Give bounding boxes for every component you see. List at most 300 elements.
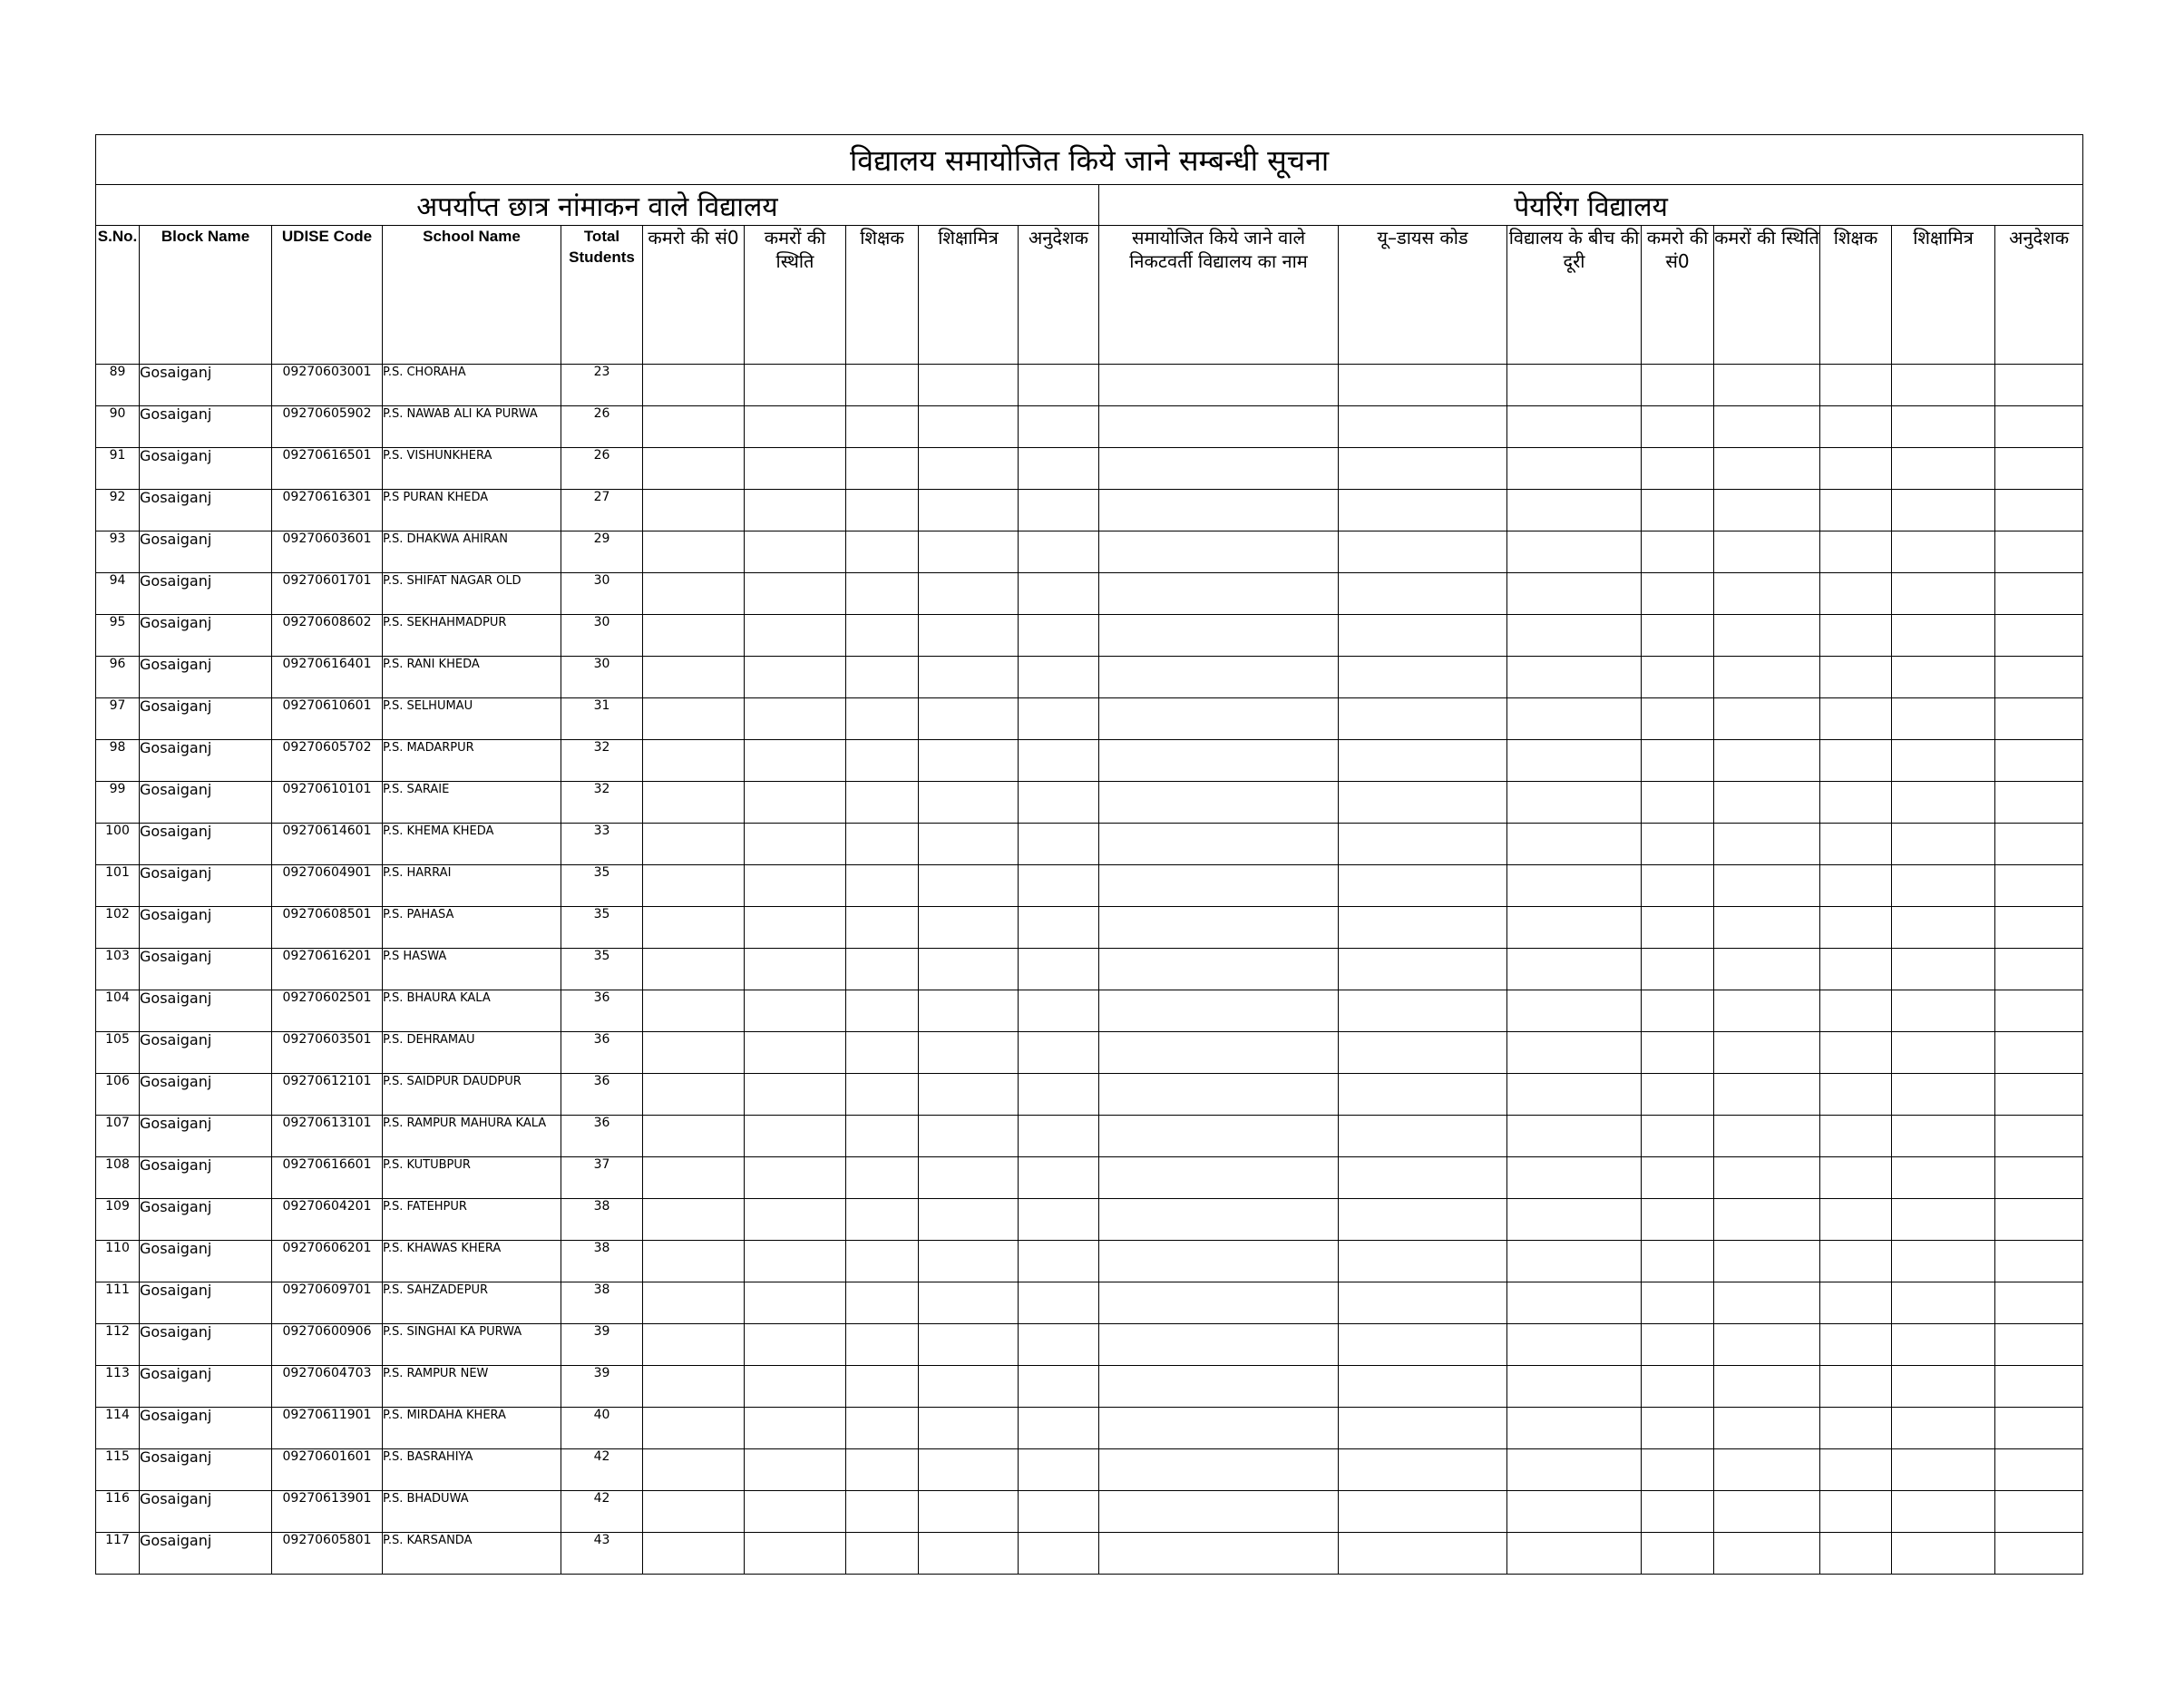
empty-cell [919,657,1019,698]
row-school-name: P.S. DHAKWA AHIRAN [383,531,561,573]
row-school-name: P.S. MADARPUR [383,740,561,782]
empty-cell [1995,615,2083,657]
table-row [96,1324,2083,1366]
empty-cell [1642,824,1714,865]
row-school-name: P.S PURAN KHEDA [383,490,561,531]
empty-cell [1820,1074,1892,1116]
row-school-name: P.S HASWA [383,949,561,990]
row-school-name: P.S. CHORAHA [383,365,561,406]
empty-cell [643,1032,745,1074]
empty-cell [1642,740,1714,782]
empty-cell [919,615,1019,657]
empty-cell [1820,1408,1892,1449]
row-total-students: 38 [561,1282,643,1324]
row-total-students: 35 [561,907,643,949]
row-school-name: P.S. SARAIE [383,782,561,824]
empty-cell [1642,1324,1714,1366]
row-total-students: 29 [561,531,643,573]
section-low-enrollment-schools: अपर्याप्त छात्र नांमाकन वाले विद्यालय [96,185,1099,226]
empty-cell [745,1032,846,1074]
empty-cell [1019,531,1099,573]
empty-cell [1019,1449,1099,1491]
row-udise-code: 09270616401 [272,657,383,698]
empty-cell [846,1533,919,1575]
table-row [96,1032,2083,1074]
table-row [96,365,2083,406]
table-row [96,657,2083,698]
empty-cell [1099,698,1339,740]
row-school-name: P.S. RANI KHEDA [383,657,561,698]
empty-cell [1099,1366,1339,1408]
row-block-name: Gosaiganj [140,490,272,531]
row-udise-code: 09270603001 [272,365,383,406]
empty-cell [919,990,1019,1032]
empty-cell [745,698,846,740]
table-row [96,949,2083,990]
empty-cell [1995,949,2083,990]
empty-cell [1019,1282,1099,1324]
empty-cell [1339,490,1507,531]
empty-cell [1507,406,1642,448]
empty-cell [846,1032,919,1074]
empty-cell [846,1074,919,1116]
empty-cell [643,657,745,698]
empty-cell [1507,1282,1642,1324]
empty-cell [1099,657,1339,698]
empty-cell [919,490,1019,531]
empty-cell [1099,490,1339,531]
empty-cell [846,1241,919,1282]
empty-cell [1820,448,1892,490]
row-school-name: P.S. SEKHAHMADPUR [383,615,561,657]
row-udise-code: 09270604703 [272,1366,383,1408]
empty-cell [1820,949,1892,990]
empty-cell [1507,990,1642,1032]
empty-cell [1714,1074,1820,1116]
empty-cell [1995,1408,2083,1449]
empty-cell [1507,657,1642,698]
empty-cell [1099,1449,1339,1491]
table-row [96,1199,2083,1241]
empty-cell [846,657,919,698]
row-total-students: 36 [561,1074,643,1116]
row-block-name: Gosaiganj [140,1282,272,1324]
empty-cell [1714,1533,1820,1575]
empty-cell [643,865,745,907]
empty-cell [1019,824,1099,865]
header-pair-rooms-count: कमरो की सं0 [1642,226,1714,365]
empty-cell [643,406,745,448]
row-udise-code: 09270609701 [272,1282,383,1324]
empty-cell [1892,448,1995,490]
empty-cell [1642,865,1714,907]
row-total-students: 26 [561,448,643,490]
row-block-name: Gosaiganj [140,1157,272,1199]
empty-cell [1714,1366,1820,1408]
empty-cell [846,1157,919,1199]
empty-cell [846,740,919,782]
empty-cell [846,406,919,448]
empty-cell [1507,782,1642,824]
row-udise-code: 09270613101 [272,1116,383,1157]
empty-cell [919,1408,1019,1449]
row-sno: 116 [96,1491,140,1533]
empty-cell [1714,1157,1820,1199]
table-row [96,1241,2083,1282]
empty-cell [1019,1491,1099,1533]
empty-cell [643,1491,745,1533]
row-block-name: Gosaiganj [140,907,272,949]
row-udise-code: 09270601601 [272,1449,383,1491]
empty-cell [1995,1157,2083,1199]
empty-cell [1339,865,1507,907]
empty-cell [1995,1491,2083,1533]
empty-cell [1995,1533,2083,1575]
empty-cell [1820,657,1892,698]
empty-cell [1099,365,1339,406]
empty-cell [1099,1032,1339,1074]
empty-cell [1995,782,2083,824]
empty-cell [1339,1282,1507,1324]
empty-cell [919,865,1019,907]
table-row [96,990,2083,1032]
empty-cell [643,531,745,573]
empty-cell [1820,1199,1892,1241]
empty-cell [1339,740,1507,782]
empty-cell [1892,573,1995,615]
row-total-students: 40 [561,1408,643,1449]
empty-cell [643,1449,745,1491]
empty-cell [1339,448,1507,490]
header-sno: S.No. [96,226,140,365]
header-block-name: Block Name [140,226,272,365]
empty-cell [1642,1157,1714,1199]
school-merge-table [95,134,2083,1575]
empty-cell [745,824,846,865]
empty-cell [1995,1199,2083,1241]
empty-cell [1820,865,1892,907]
empty-cell [1892,1032,1995,1074]
empty-cell [1892,1074,1995,1116]
row-school-name: P.S. MIRDAHA KHERA [383,1408,561,1449]
empty-cell [1099,573,1339,615]
row-school-name: P.S. KHEMA KHEDA [383,824,561,865]
row-total-students: 39 [561,1366,643,1408]
row-block-name: Gosaiganj [140,824,272,865]
empty-cell [1995,365,2083,406]
empty-cell [846,1449,919,1491]
empty-cell [1820,1366,1892,1408]
table-row [96,1366,2083,1408]
empty-cell [1339,824,1507,865]
header-instructor: अनुदेशक [1019,226,1099,365]
empty-cell [1820,1241,1892,1282]
header-pair-udise-code: यू–डायस कोड [1339,226,1507,365]
row-total-students: 42 [561,1491,643,1533]
empty-cell [919,949,1019,990]
empty-cell [1892,1408,1995,1449]
empty-cell [1642,448,1714,490]
empty-cell [1642,1116,1714,1157]
header-school-name: School Name [383,226,561,365]
empty-cell [1714,782,1820,824]
empty-cell [1820,615,1892,657]
empty-cell [1339,573,1507,615]
row-udise-code: 09270616301 [272,490,383,531]
empty-cell [1019,865,1099,907]
empty-cell [1099,406,1339,448]
empty-cell [643,448,745,490]
empty-cell [1507,1491,1642,1533]
empty-cell [1714,1449,1820,1491]
row-block-name: Gosaiganj [140,1032,272,1074]
empty-cell [1714,740,1820,782]
empty-cell [1099,1199,1339,1241]
empty-cell [745,1241,846,1282]
row-sno: 99 [96,782,140,824]
row-total-students: 37 [561,1157,643,1199]
empty-cell [1714,865,1820,907]
row-school-name: P.S. BASRAHIYA [383,1449,561,1491]
table-row [96,490,2083,531]
empty-cell [643,698,745,740]
empty-cell [1507,1116,1642,1157]
header-udise-code: UDISE Code [272,226,383,365]
row-block-name: Gosaiganj [140,740,272,782]
row-sno: 106 [96,1074,140,1116]
empty-cell [745,1157,846,1199]
empty-cell [1995,657,2083,698]
row-udise-code: 09270605801 [272,1533,383,1575]
empty-cell [1820,1449,1892,1491]
row-udise-code: 09270610601 [272,698,383,740]
table-row [96,1449,2083,1491]
table-row [96,406,2083,448]
row-block-name: Gosaiganj [140,1408,272,1449]
empty-cell [1892,365,1995,406]
header-teacher: शिक्षक [846,226,919,365]
empty-cell [1892,1282,1995,1324]
empty-cell [643,824,745,865]
empty-cell [1339,990,1507,1032]
empty-cell [643,1324,745,1366]
empty-cell [1892,1324,1995,1366]
table-row [96,1533,2083,1575]
row-block-name: Gosaiganj [140,1199,272,1241]
row-school-name: P.S. NAWAB ALI KA PURWA [383,406,561,448]
row-total-students: 36 [561,1116,643,1157]
row-block-name: Gosaiganj [140,1324,272,1366]
row-block-name: Gosaiganj [140,615,272,657]
row-sno: 117 [96,1533,140,1575]
empty-cell [1507,1032,1642,1074]
empty-cell [745,615,846,657]
table-row [96,1491,2083,1533]
empty-cell [1507,740,1642,782]
empty-cell [1995,740,2083,782]
empty-cell [1820,1491,1892,1533]
empty-cell [846,1324,919,1366]
empty-cell [745,1408,846,1449]
empty-cell [1995,990,2083,1032]
empty-cell [1995,1241,2083,1282]
row-school-name: P.S. BHAURA KALA [383,990,561,1032]
empty-cell [1642,698,1714,740]
empty-cell [1099,1116,1339,1157]
row-udise-code: 09270604901 [272,865,383,907]
empty-cell [1019,1157,1099,1199]
empty-cell [1339,531,1507,573]
table-row [96,782,2083,824]
header-rooms-count: कमरो की सं0 [643,226,745,365]
empty-cell [1507,1449,1642,1491]
empty-cell [1507,698,1642,740]
empty-cell [1714,406,1820,448]
empty-cell [745,782,846,824]
empty-cell [1099,782,1339,824]
row-block-name: Gosaiganj [140,448,272,490]
row-school-name: P.S. SELHUMAU [383,698,561,740]
document-title: विद्यालय समायोजित किये जाने सम्बन्धी सूचना [96,135,2083,185]
empty-cell [1507,824,1642,865]
empty-cell [1339,1366,1507,1408]
row-sno: 102 [96,907,140,949]
empty-cell [1995,907,2083,949]
row-total-students: 38 [561,1241,643,1282]
empty-cell [846,949,919,990]
empty-cell [1019,698,1099,740]
row-block-name: Gosaiganj [140,698,272,740]
empty-cell [1892,490,1995,531]
empty-cell [919,1074,1019,1116]
empty-cell [1339,949,1507,990]
empty-cell [1642,990,1714,1032]
row-block-name: Gosaiganj [140,949,272,990]
table-row [96,573,2083,615]
empty-cell [643,490,745,531]
row-sno: 104 [96,990,140,1032]
empty-cell [919,698,1019,740]
row-udise-code: 09270616501 [272,448,383,490]
empty-cell [643,782,745,824]
empty-cell [1714,1491,1820,1533]
empty-cell [1820,990,1892,1032]
empty-cell [919,365,1019,406]
empty-cell [643,949,745,990]
empty-cell [1099,824,1339,865]
empty-cell [1339,365,1507,406]
empty-cell [1995,406,2083,448]
row-total-students: 23 [561,365,643,406]
empty-cell [1099,1491,1339,1533]
empty-cell [1714,1199,1820,1241]
empty-cell [1019,573,1099,615]
empty-cell [1892,1533,1995,1575]
row-school-name: P.S. SAIDPUR DAUDPUR [383,1074,561,1116]
empty-cell [1995,1032,2083,1074]
empty-cell [1099,990,1339,1032]
empty-cell [846,1491,919,1533]
empty-cell [1995,865,2083,907]
row-sno: 93 [96,531,140,573]
empty-cell [745,1282,846,1324]
empty-cell [1642,365,1714,406]
row-total-students: 32 [561,740,643,782]
empty-cell [1820,1282,1892,1324]
empty-cell [1339,1074,1507,1116]
empty-cell [1642,1366,1714,1408]
table-row [96,1282,2083,1324]
empty-cell [1892,1116,1995,1157]
table-row [96,615,2083,657]
row-block-name: Gosaiganj [140,1241,272,1282]
empty-cell [745,1449,846,1491]
row-total-students: 38 [561,1199,643,1241]
empty-cell [1339,1491,1507,1533]
empty-cell [1019,990,1099,1032]
empty-cell [919,531,1019,573]
row-sno: 89 [96,365,140,406]
table-row [96,531,2083,573]
empty-cell [1019,1116,1099,1157]
empty-cell [846,990,919,1032]
row-block-name: Gosaiganj [140,1449,272,1491]
empty-cell [1820,1324,1892,1366]
row-block-name: Gosaiganj [140,1366,272,1408]
row-sno: 94 [96,573,140,615]
row-block-name: Gosaiganj [140,1491,272,1533]
empty-cell [1019,615,1099,657]
empty-cell [919,1199,1019,1241]
row-sno: 103 [96,949,140,990]
row-udise-code: 09270603501 [272,1032,383,1074]
row-udise-code: 09270614601 [272,824,383,865]
empty-cell [1019,1366,1099,1408]
empty-cell [745,990,846,1032]
empty-cell [1820,907,1892,949]
header-pair-teacher: शिक्षक [1820,226,1892,365]
empty-cell [1892,615,1995,657]
row-block-name: Gosaiganj [140,1533,272,1575]
empty-cell [1642,1533,1714,1575]
empty-cell [1892,406,1995,448]
empty-cell [643,1199,745,1241]
row-sno: 92 [96,490,140,531]
table-row [96,1074,2083,1116]
empty-cell [643,1366,745,1408]
empty-cell [1892,1491,1995,1533]
empty-cell [1019,1199,1099,1241]
empty-cell [1820,1533,1892,1575]
empty-cell [1820,1116,1892,1157]
header-rooms-condition: कमरों की स्थिति [745,226,846,365]
row-sno: 91 [96,448,140,490]
row-school-name: P.S. FATEHPUR [383,1199,561,1241]
row-udise-code: 09270611901 [272,1408,383,1449]
empty-cell [1995,698,2083,740]
row-block-name: Gosaiganj [140,531,272,573]
empty-cell [1339,1116,1507,1157]
row-udise-code: 09270612101 [272,1074,383,1116]
empty-cell [919,740,1019,782]
empty-cell [1642,949,1714,990]
empty-cell [643,365,745,406]
empty-cell [1019,1241,1099,1282]
empty-cell [1019,490,1099,531]
row-udise-code: 09270603601 [272,531,383,573]
empty-cell [1099,1241,1339,1282]
row-total-students: 27 [561,490,643,531]
